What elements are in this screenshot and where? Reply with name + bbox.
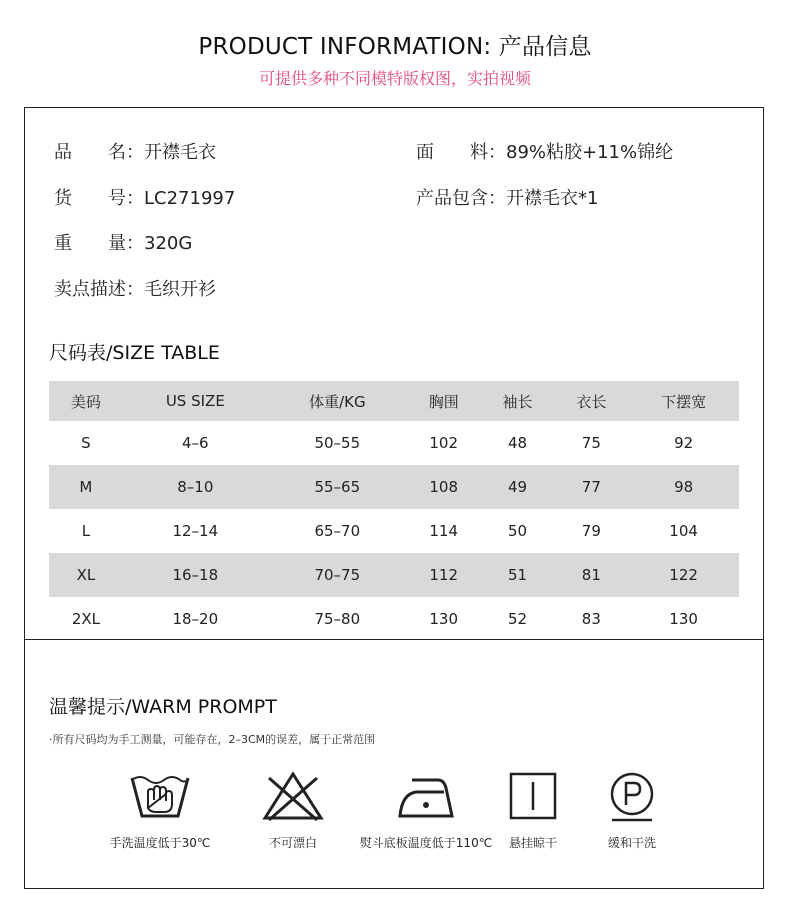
hand-wash-icon: [128, 770, 192, 824]
info-weight: [54, 229, 192, 255]
table-cell: 79: [581, 522, 601, 540]
table-cell: 51: [507, 566, 528, 584]
table-cell: 108: [429, 478, 459, 496]
info-selling-value: 毛织开衫: [144, 279, 216, 300]
care-label: 悬挂晾干: [508, 836, 557, 850]
info-contents-key: 产品包含：: [416, 188, 506, 209]
table-cell: 70–75: [314, 566, 361, 584]
care-label: 缓和干洗: [607, 836, 656, 850]
size-table-header-row: [49, 381, 739, 421]
info-sku-value: LC271997: [144, 188, 236, 209]
table-cell: 114: [429, 522, 459, 540]
measurement-note: ·所有尺码均为手工测量，可能存在，2–3CM的误差，属于正常范围: [49, 733, 376, 746]
table-row: [49, 597, 739, 641]
table-cell: XL: [76, 566, 96, 584]
no-bleach-icon: [261, 770, 325, 824]
size-table-title: 尺码表/SIZE TABLE: [49, 342, 220, 364]
info-weight-key: 重 量：: [54, 233, 144, 254]
info-sku-key: 货 号：: [54, 188, 144, 209]
care-label: 不可漂白: [268, 836, 317, 850]
warm-prompt-title: 温馨提示/WARM PROMPT: [49, 696, 277, 718]
table-cell: S: [81, 434, 91, 452]
table-cell: 81: [581, 566, 601, 584]
info-contents-value: 开襟毛衣*1: [506, 188, 599, 209]
info-fabric: [416, 138, 673, 164]
care-label: 熨斗底板温度低于110℃: [359, 836, 493, 850]
header-cell: 下摆宽: [661, 392, 707, 411]
table-cell: 92: [674, 434, 694, 452]
table-cell: 130: [669, 610, 698, 628]
table-cell: 75: [581, 434, 601, 452]
care-item-dry-clean: [552, 770, 712, 851]
info-name: [54, 138, 216, 164]
info-fabric-value: 89%粘胶+11%锦纶: [506, 142, 674, 163]
size-table: [49, 381, 739, 641]
table-cell: 4–6: [182, 434, 209, 452]
table-cell: 75–80: [314, 610, 361, 628]
page-subtitle: 可提供多种不同模特版权图，实拍视频: [258, 69, 531, 88]
table-cell: 50: [507, 522, 528, 540]
table-cell: M: [79, 478, 93, 496]
page-title: PRODUCT INFORMATION: 产品信息: [198, 34, 592, 60]
table-cell: 2XL: [71, 610, 100, 628]
table-cell: 12–14: [172, 522, 219, 540]
table-cell: 16–18: [172, 566, 219, 584]
header-cell: 袖长: [502, 392, 533, 411]
table-cell: 55–65: [314, 478, 361, 496]
table-cell: 98: [674, 478, 694, 496]
table-cell: 122: [669, 566, 698, 584]
table-cell: 18–20: [172, 610, 219, 628]
header-cell: 美码: [70, 392, 101, 411]
table-cell: 49: [507, 478, 528, 496]
table-cell: 130: [429, 610, 459, 628]
table-cell: 104: [669, 522, 698, 540]
header-cell: 胸围: [428, 392, 459, 411]
table-row: [49, 553, 739, 597]
info-name-value: 开襟毛衣: [144, 142, 216, 163]
table-cell: 83: [581, 610, 601, 628]
table-cell: 65–70: [314, 522, 361, 540]
info-selling-point: [54, 275, 216, 301]
info-weight-value: 320G: [144, 233, 193, 254]
info-contents: [416, 184, 598, 210]
info-name-key: 品 名：: [54, 142, 144, 163]
table-row: [49, 509, 739, 553]
iron-low-icon: [394, 770, 458, 824]
table-row: [49, 421, 739, 465]
table-cell: 112: [429, 566, 459, 584]
table-cell: 77: [581, 478, 601, 496]
table-cell: 102: [429, 434, 459, 452]
header-cell: US SIZE: [165, 392, 225, 410]
table-cell: 48: [507, 434, 528, 452]
header-cell: 衣长: [576, 392, 607, 411]
care-label: 手洗温度低于30℃: [109, 836, 211, 850]
table-row: [49, 465, 739, 509]
table-cell: 8–10: [177, 478, 214, 496]
info-selling-key: 卖点描述：: [54, 279, 144, 300]
info-sku: [54, 184, 235, 210]
info-fabric-key: 面 料：: [416, 142, 506, 163]
table-cell: 50–55: [314, 434, 361, 452]
table-cell: 52: [507, 610, 528, 628]
header-cell: 体重/KG: [309, 392, 366, 411]
table-cell: L: [81, 522, 91, 540]
dry-clean-p-icon: [600, 770, 664, 824]
